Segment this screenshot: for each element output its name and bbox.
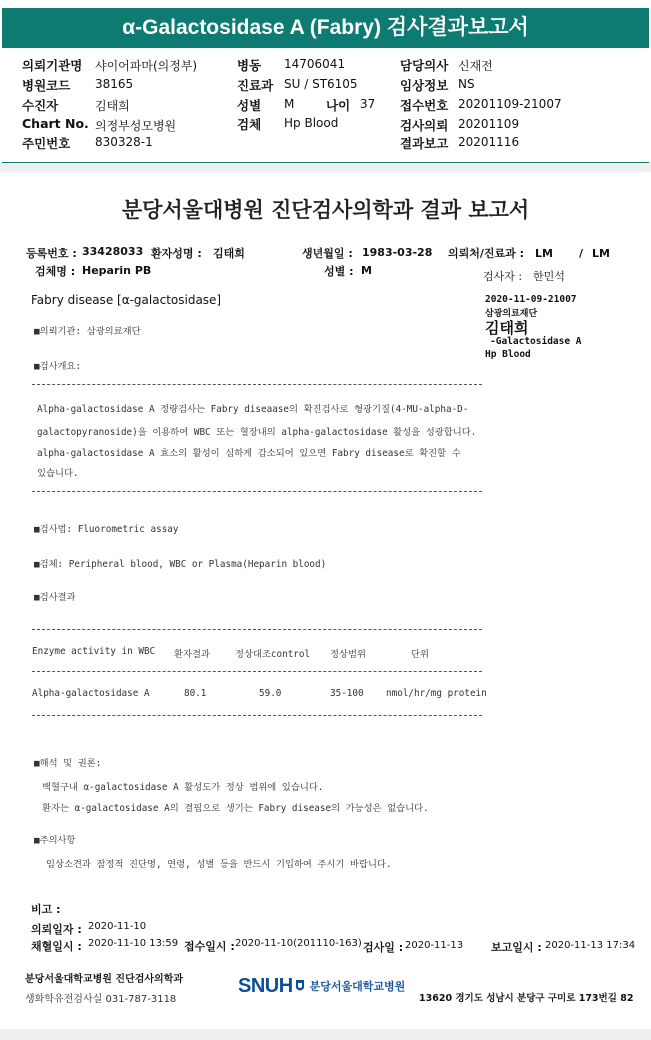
sample-line: ■검체: Peripheral blood, WBC or Plasma(Heparin blood) bbox=[34, 559, 327, 570]
field-label: 병원코드 bbox=[22, 78, 71, 93]
examiner-value: 한민석 bbox=[533, 270, 565, 283]
patient-value: 김태희 bbox=[213, 247, 245, 260]
divider bbox=[2, 162, 649, 163]
field-label: 의뢰기관명 bbox=[22, 58, 83, 73]
stamp-specimen: Hp Blood bbox=[485, 349, 531, 360]
field-label: 주민번호 bbox=[22, 136, 71, 151]
stamp-accession: 2020-11-09-21007 bbox=[485, 294, 577, 305]
specimen-value: Heparin PB bbox=[82, 264, 152, 277]
notes-heading: ■주의사항 bbox=[34, 835, 76, 846]
logo-korean: 분당서울대학교병원 bbox=[309, 980, 406, 993]
summary-header bbox=[0, 0, 651, 163]
table-header: 단위 bbox=[411, 649, 429, 660]
field-value: 샤이어파마(의정부) bbox=[95, 59, 198, 73]
disease-title: Fabry disease [α-galactosidase] bbox=[31, 293, 222, 307]
collect-value: 2020-11-10 13:59 bbox=[88, 938, 179, 949]
field-label: 접수번호 bbox=[400, 98, 449, 113]
table-header: 정상범위 bbox=[330, 649, 366, 660]
field-value: 20201109-21007 bbox=[458, 97, 562, 111]
field-label: 성별 bbox=[237, 98, 262, 113]
report-date-value: 2020-11-13 17:34 bbox=[545, 940, 636, 951]
field-value: 20201116 bbox=[458, 135, 520, 149]
collect-label: 채혈일시 : bbox=[31, 940, 82, 953]
field-value: Hp Blood bbox=[284, 116, 339, 130]
dept-label: 의뢰처/진료과 : bbox=[448, 247, 525, 260]
stamp-test: -Galactosidase A bbox=[490, 336, 582, 347]
receipt-label: 접수일시 : bbox=[184, 940, 235, 953]
institution-line: ■의뢰기관: 삼광의료재단 bbox=[34, 326, 141, 337]
table-header: 환자결과 bbox=[174, 649, 210, 660]
field-label: 결과보고 bbox=[400, 136, 449, 151]
field-value: M bbox=[284, 97, 295, 111]
divider bbox=[32, 629, 482, 630]
divider bbox=[32, 384, 482, 385]
remark-label: 비고 : bbox=[31, 903, 61, 916]
test-date-label: 검사일 : bbox=[363, 941, 404, 954]
specimen-label: 검체명 : bbox=[35, 265, 76, 278]
sex-label: 성별 : bbox=[324, 265, 354, 278]
field-value: 김태희 bbox=[95, 99, 130, 113]
overview-line: galactopyranoside)을 이용하여 WBC 또는 혈장내의 alpha-galactosidase 활성을 성광합니다. bbox=[37, 427, 477, 438]
examiner-label: 검사자 : bbox=[483, 270, 523, 283]
overview-line: Alpha-galactosidase A 정량검사는 Fabry diseaase의 확진검사로 형광기질(4-MU-alpha-D- bbox=[37, 404, 469, 415]
request-date-label: 의뢰일자 : bbox=[31, 923, 82, 936]
field-value: 14706041 bbox=[284, 57, 346, 71]
receipt-value: 2020-11-10(201110-163) bbox=[235, 938, 362, 949]
table-header: Enzyme activity in WBC bbox=[32, 646, 156, 657]
field-value: 38165 bbox=[95, 77, 134, 91]
notes-line: 임상소견과 잠정적 진단명, 연령, 성별 등을 반드시 기입하여 주시기 바랍니다. bbox=[46, 859, 392, 870]
field-value: 신재전 bbox=[458, 59, 493, 73]
stamp-patient: 김태희 bbox=[485, 319, 529, 337]
summary-title: α-Galactosidase A (Fabry) 검사결과보고서 bbox=[2, 8, 649, 48]
sex-value: M bbox=[361, 264, 372, 277]
overview-heading: ■검사개요: bbox=[34, 361, 82, 372]
field-value: NS bbox=[458, 77, 475, 91]
field-label: 병동 bbox=[237, 58, 262, 73]
dept-value-2: LM bbox=[592, 247, 610, 260]
dept-value-1: LM bbox=[535, 247, 553, 260]
test-date-value: 2020-11-13 bbox=[405, 940, 464, 951]
field-label: Chart No. bbox=[22, 116, 89, 131]
field-value: 의정부성모병원 bbox=[95, 119, 177, 133]
logo-text: SNUH bbox=[238, 974, 293, 997]
reg-value: 33428033 bbox=[82, 245, 144, 258]
logo-emblem-icon bbox=[294, 978, 306, 994]
report-page bbox=[0, 172, 651, 1029]
table-cell: nmol/hr/mg protein bbox=[386, 688, 487, 699]
reg-label: 등록번호 : bbox=[26, 247, 77, 260]
footer-lab: 생화학유전검사실 031-787-3118 bbox=[25, 994, 177, 1005]
field-value: 830328-1 bbox=[95, 135, 153, 149]
interpretation-line: 백혈구내 α-galactosidase A 활성도가 정상 범위에 있습니다. bbox=[42, 782, 324, 793]
field-value: 37 bbox=[360, 97, 376, 111]
dob-value: 1983-03-28 bbox=[362, 246, 433, 259]
overview-line: alpha-galactosidase A 효소의 활성이 심하게 감소되어 있으면 Fabry disease로 확진할 수 bbox=[37, 448, 461, 459]
field-value: SU / ST6105 bbox=[284, 77, 358, 91]
report-date-label: 보고일시 : bbox=[491, 941, 542, 954]
field-label: 검사의뢰 bbox=[400, 118, 449, 133]
table-cell: Alpha-galactosidase A bbox=[32, 688, 150, 699]
divider bbox=[32, 715, 482, 716]
footer-org: 분당서울대학교병원 진단검사의학과 bbox=[25, 974, 184, 985]
stamp-lab: 삼광의료재단 bbox=[485, 309, 538, 319]
table-cell: 80.1 bbox=[184, 688, 207, 699]
divider bbox=[32, 671, 482, 672]
dob-label: 생년월일 : bbox=[302, 247, 353, 260]
snuh-logo bbox=[238, 974, 405, 998]
field-label: 담당의사 bbox=[400, 58, 449, 73]
overview-line: 있습니다. bbox=[37, 468, 79, 479]
table-cell: 59.0 bbox=[259, 688, 282, 699]
patient-label: 환자성명 : bbox=[151, 247, 202, 260]
table-header: 정상대조control bbox=[235, 649, 311, 660]
dept-separator: / bbox=[579, 247, 584, 260]
field-label: 임상정보 bbox=[400, 78, 449, 93]
method-line: ■검사법: Fluorometric assay bbox=[34, 524, 179, 535]
field-value: 20201109 bbox=[458, 117, 520, 131]
divider bbox=[32, 491, 482, 492]
results-heading: ■검사결과 bbox=[34, 592, 76, 603]
field-label: 나이 bbox=[326, 98, 351, 113]
field-label: 수진자 bbox=[22, 98, 59, 113]
report-title: 분당서울대병원 진단검사의학과 결과 보고서 bbox=[121, 198, 530, 222]
footer-address: 13620 경기도 성남시 분당구 구미로 173번길 82 bbox=[419, 993, 634, 1004]
interpretation-heading: ■해석 및 권론: bbox=[34, 758, 102, 769]
field-label: 진료과 bbox=[237, 78, 274, 93]
table-cell: 35-100 bbox=[330, 688, 364, 699]
request-date-value: 2020-11-10 bbox=[88, 921, 147, 932]
interpretation-line: 환자는 α-galactosidase A의 결핍으로 생기는 Fabry disease의 가능성은 없습니다. bbox=[42, 803, 429, 814]
field-label: 검체 bbox=[237, 117, 262, 132]
